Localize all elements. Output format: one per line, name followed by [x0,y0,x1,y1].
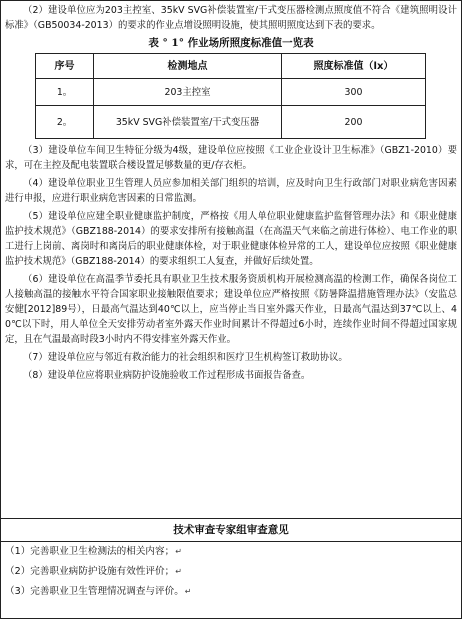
review-title: 技术审查专家组审查意见 [1,519,461,542]
cell-value: 300 [282,79,426,106]
review-item [1,582,461,602]
table-row [36,79,426,106]
cell-value: 200 [282,106,426,139]
review-item-text: （1）完善职业卫生检测法的相关内容； [5,546,175,557]
paragraph-7: （7）建设单位应与邻近有救治能力的社会组织和医疗卫生机构签订救助协议。 [23,352,348,363]
col-header-location: 检测地点 [94,54,282,79]
cell-location: 203主控室 [94,79,282,106]
paragraph-6: （6）建设单位在高温季节委托具有职业卫生技术服务资质机构开展检测高温的检测工作，确保各岗位工人接触高温的接触水平符合国家职业接触限值要求；建设单位应严格按照《防暑降温措施管理办法》（安监总安健[2012]89号），日最高气温达到40℃以上，应当停止当日室外露天作业，日最高气温达到37℃以上、40℃以下时，用人单位全天安排劳动者室外露天作业时间累计不得超过6小时，连续作业时间不得超过国家规定，且在气温最高时段3小时内不得安排室外露天作业。 [5,274,457,345]
paragraph-2: （2）建设单位应为203主控室、35kV SVG补偿装置室/干式变压器检测点照度值不符合《建筑照明设计标准》（GB50034-2013）的要求的作业点增设照明设施，使其照明照度达到下表的要求。 [5,5,457,31]
paragraph-3: （3）建设单位车间卫生特征分级为4级，建设单位应按照《工业企业设计卫生标准》（GBZ1-2010）要求，可在主控及配电装置联合楼设置足够数量的更/存衣柜。 [5,145,457,171]
review-item [1,542,461,562]
report-body [5,3,457,517]
paragraph-5: （5）建设单位应建全职业健康监护制度，严格按《用人单位职业健康监护监督管理办法》和《职业健康监护技术规范》（GBZ188-2014）的要求安排所有接触高温（在高温天气来临之前进行体检）、电工作业的职工进行上岗前、离岗时和离岗后的职业健康体检，对于职业健康体检异常的工人，建设单位应按照《职业健康监护技术规范》（GBZ188-2014）的要求组织工人复查，并做好后续处置。 [5,211,457,267]
return-mark-icon: ↵ [184,587,192,596]
table-header-row [36,54,426,79]
paragraph-8: （8）建设单位应将职业病防护设施验收工作过程形成书面报告备查。 [23,370,311,381]
return-mark-icon: ↵ [175,547,182,556]
col-header-no: 序号 [36,54,94,79]
cell-no: 2。 [36,106,94,139]
col-header-value: 照度标准值（lx） [282,54,426,79]
table-row [36,106,426,139]
review-item [1,562,461,582]
table-title: 表 ° 1° 作业场所照度标准值一览表 [148,37,314,49]
review-item-text: （2）完善职业病防护设施有效性评价； [5,566,175,577]
return-mark-icon: ↵ [175,567,182,576]
illuminance-standard-table [35,53,426,139]
expert-review-section [1,518,461,619]
paragraph-4: （4）建设单位职业卫生管理人员应参加相关部门组织的培训，应及时向卫生行政部门对职业病危害因素进行申报，应进行职业病危害因素的日常监测。 [5,178,457,204]
review-item-text: （3）完善职业卫生管理情况调查与评价。 [5,586,184,597]
cell-no: 1。 [36,79,94,106]
cell-location: 35kV SVG补偿装置室/干式变压器 [94,106,282,139]
